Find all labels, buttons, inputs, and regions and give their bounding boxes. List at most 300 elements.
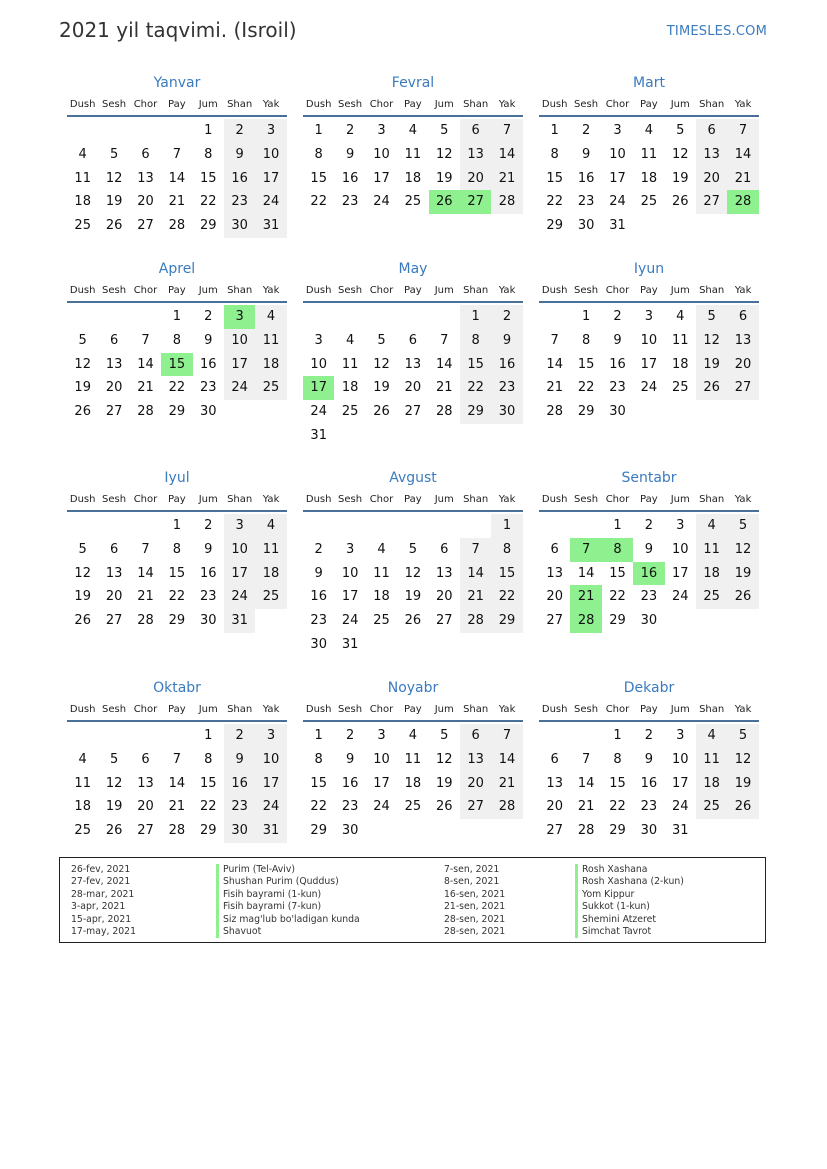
day-cell: 5: [408, 541, 417, 557]
day-cell: 13: [460, 143, 491, 167]
day-cell: 2: [204, 309, 213, 324]
weekday-label: Dush: [69, 703, 96, 715]
day-cell: 4: [377, 541, 386, 557]
day-cell: 25: [255, 585, 286, 609]
day-cell: 28: [491, 190, 522, 214]
day-cell: 26: [435, 799, 453, 815]
empty-cell: [303, 514, 334, 538]
day-cell: 20: [137, 194, 154, 210]
month-may: [303, 259, 523, 448]
day-cell: 19: [74, 380, 91, 396]
day-cell: 24: [224, 376, 255, 400]
days-grid: [67, 724, 287, 843]
day-cell: 6: [460, 119, 491, 143]
day-cell: 13: [696, 143, 727, 167]
day-cell: 30: [224, 214, 255, 238]
day-cell: 25: [74, 218, 91, 234]
weekday-header: [303, 698, 523, 722]
day-cell: 6: [550, 541, 559, 557]
day-cell: 3: [314, 332, 323, 348]
holiday-name: Sukkot (1-kun): [582, 901, 650, 913]
day-cell: 4: [255, 305, 286, 329]
empty-cell: [429, 305, 460, 329]
day-cell: 20: [696, 167, 727, 191]
day-cell: 28: [137, 404, 154, 420]
day-cell: 6: [141, 146, 150, 162]
day-cell: 23: [341, 799, 359, 815]
day-cell: 20: [435, 589, 453, 605]
empty-cell: [161, 724, 192, 748]
weekday-label: Jum: [434, 98, 454, 110]
weekday-label: Dush: [541, 98, 568, 110]
days-grid: [303, 119, 523, 214]
day-cell: 26: [74, 404, 91, 420]
weekday-header: [539, 279, 759, 303]
day-cell: 21: [491, 167, 522, 191]
weekday-label: Yak: [498, 98, 516, 110]
day-cell: 14: [577, 565, 595, 581]
day-cell: 2: [345, 123, 355, 138]
day-cell: 10: [671, 541, 689, 557]
day-cell: 4: [78, 751, 87, 767]
day-cell: 11: [255, 329, 286, 353]
weekday-label: Jum: [434, 493, 454, 505]
weekday-label: Yak: [734, 703, 752, 715]
day-cell: 1: [491, 514, 522, 538]
day-cell: 21: [168, 799, 186, 815]
day-cell: 20: [105, 380, 123, 396]
day-cell: 14: [168, 170, 186, 186]
day-cell: 23: [577, 194, 595, 210]
weekday-header: [539, 488, 759, 512]
day-cell: 8: [172, 332, 181, 348]
day-cell: 31: [224, 609, 255, 633]
day-cell: 31: [341, 636, 359, 652]
empty-cell: [67, 305, 98, 329]
day-cell: 12: [105, 170, 123, 186]
month-title: Iyul: [164, 470, 190, 486]
day-cell: 28: [491, 795, 522, 819]
day-cell: 30: [640, 823, 658, 839]
day-cell: 10: [224, 329, 255, 353]
month-title: May: [398, 261, 428, 277]
day-cell: 27: [546, 823, 563, 839]
month-aprel: [67, 259, 287, 424]
day-cell: 24: [609, 194, 626, 210]
day-cell: 21: [491, 772, 522, 796]
holiday-date: 28-sen, 2021: [444, 926, 506, 938]
day-cell: 13: [105, 565, 123, 581]
weekday-label: Pay: [168, 703, 186, 715]
day-cell: 14: [137, 565, 154, 581]
day-cell: 26: [404, 613, 422, 629]
day-cell: 1: [314, 123, 323, 138]
day-cell: 8: [491, 538, 522, 562]
day-cell: 14: [491, 143, 522, 167]
weekday-label: Jum: [434, 703, 454, 715]
month-title: Yanvar: [153, 75, 201, 91]
day-cell: 5: [440, 728, 449, 743]
day-cell: 28: [577, 823, 595, 839]
month-dekabr: [539, 678, 759, 843]
weekday-label: Chor: [133, 284, 158, 296]
weekday-label: Jum: [198, 284, 218, 296]
day-cell: 24: [640, 380, 658, 396]
day-cell: 21: [137, 589, 154, 605]
day-cell: 22: [310, 799, 327, 815]
day-cell: 14: [460, 562, 491, 586]
day-cell: 13: [546, 775, 563, 791]
day-cell: 13: [460, 748, 491, 772]
day-cell: 7: [491, 119, 522, 143]
day-cell: 25: [696, 795, 727, 819]
weekday-label: Jum: [670, 493, 690, 505]
weekday-label: Shan: [227, 703, 253, 715]
day-cell: 7: [570, 538, 601, 562]
day-cell: 3: [224, 305, 255, 329]
empty-cell: [539, 305, 570, 329]
day-cell: 22: [546, 194, 563, 210]
month-avgust: [303, 468, 523, 657]
empty-cell: [130, 305, 161, 329]
day-cell: 4: [644, 123, 653, 138]
day-cell: 26: [105, 218, 123, 234]
day-cell: 25: [373, 613, 390, 629]
day-cell: 15: [609, 775, 626, 791]
empty-cell: [98, 724, 129, 748]
day-cell: 27: [105, 613, 123, 629]
weekday-label: Chor: [605, 493, 630, 505]
day-cell: 11: [404, 751, 422, 767]
day-cell: 19: [435, 170, 453, 186]
day-cell: 31: [310, 427, 327, 443]
day-cell: 10: [609, 146, 626, 162]
weekday-label: Chor: [133, 98, 158, 110]
day-cell: 1: [613, 728, 622, 743]
empty-cell: [539, 724, 570, 748]
day-cell: 30: [609, 404, 626, 420]
days-grid: [67, 305, 287, 424]
day-cell: 18: [696, 562, 727, 586]
day-cell: 8: [204, 751, 213, 767]
day-cell: 29: [577, 404, 595, 420]
day-cell: 25: [404, 799, 422, 815]
weekday-label: Dush: [305, 703, 332, 715]
holiday-date: 7-sen, 2021: [444, 864, 500, 875]
day-cell: 12: [74, 356, 91, 372]
day-cell: 28: [727, 190, 758, 214]
site-link[interactable]: TIMESLES.COM: [666, 24, 767, 39]
day-cell: 22: [491, 585, 522, 609]
weekday-label: Pay: [168, 284, 186, 296]
weekday-label: Pay: [640, 703, 658, 715]
day-cell: 11: [404, 146, 422, 162]
day-cell: 12: [696, 329, 727, 353]
days-grid: [303, 724, 523, 843]
weekday-label: Sesh: [102, 284, 127, 296]
holiday-name: Purim (Tel-Aviv): [223, 864, 295, 875]
weekday-label: Chor: [369, 703, 394, 715]
empty-cell: [67, 514, 98, 538]
day-cell: 1: [460, 305, 491, 329]
month-iyul: [67, 468, 287, 633]
day-cell: 18: [74, 194, 91, 210]
day-cell: 24: [224, 585, 255, 609]
holidays-legend: [59, 857, 766, 943]
day-cell: 27: [105, 404, 123, 420]
day-cell: 27: [696, 190, 727, 214]
day-cell: 8: [314, 146, 323, 162]
day-cell: 1: [550, 123, 559, 138]
day-cell: 19: [727, 772, 758, 796]
day-cell: 1: [204, 123, 213, 138]
day-cell: 15: [310, 775, 327, 791]
day-cell: 22: [609, 799, 626, 815]
day-cell: 29: [460, 400, 491, 424]
day-cell: 7: [460, 538, 491, 562]
empty-cell: [98, 119, 129, 143]
day-cell: 10: [373, 751, 390, 767]
weekday-label: Dush: [69, 493, 96, 505]
month-title: Fevral: [391, 75, 435, 91]
day-cell: 12: [727, 538, 758, 562]
day-cell: 6: [696, 119, 727, 143]
day-cell: 25: [74, 823, 91, 839]
day-cell: 19: [74, 589, 91, 605]
day-cell: 15: [161, 353, 192, 377]
day-cell: 23: [640, 799, 658, 815]
day-cell: 26: [74, 613, 91, 629]
day-cell: 8: [460, 329, 491, 353]
holidays-left-names: [216, 864, 433, 938]
day-cell: 20: [460, 772, 491, 796]
holiday-name: Simchat Tavrot: [582, 926, 652, 938]
day-cell: 11: [671, 332, 689, 348]
day-cell: 8: [204, 146, 213, 162]
day-cell: 11: [74, 170, 91, 186]
month-oktabr: [67, 678, 287, 843]
weekday-label: Pay: [404, 703, 422, 715]
day-cell: 19: [671, 170, 689, 186]
day-cell: 24: [671, 799, 689, 815]
day-cell: 17: [255, 167, 286, 191]
weekday-label: Shan: [699, 703, 725, 715]
day-cell: 1: [314, 728, 323, 743]
weekday-header: [67, 488, 287, 512]
day-cell: 4: [696, 724, 727, 748]
day-cell: 8: [172, 541, 181, 557]
day-cell: 10: [255, 143, 286, 167]
day-cell: 8: [550, 146, 559, 162]
holidays-right-dates: [444, 864, 584, 938]
day-cell: 28: [435, 404, 453, 420]
day-cell: 30: [199, 404, 217, 420]
holiday-date: 21-sen, 2021: [444, 901, 506, 913]
weekday-label: Yak: [262, 284, 280, 296]
holidays-right-names: [575, 864, 792, 938]
day-cell: 11: [696, 748, 727, 772]
day-cell: 3: [255, 724, 286, 748]
day-cell: 29: [609, 613, 626, 629]
day-cell: 27: [404, 404, 422, 420]
day-cell: 23: [310, 613, 327, 629]
day-cell: 24: [373, 799, 390, 815]
day-cell: 26: [429, 190, 460, 214]
weekday-label: Chor: [369, 98, 394, 110]
day-cell: 24: [255, 190, 286, 214]
weekday-label: Pay: [168, 98, 186, 110]
month-fevral: [303, 73, 523, 214]
empty-cell: [429, 514, 460, 538]
day-cell: 21: [460, 585, 491, 609]
day-cell: 14: [727, 143, 758, 167]
empty-cell: [334, 514, 365, 538]
day-cell: 21: [168, 194, 186, 210]
day-cell: 31: [255, 214, 286, 238]
day-cell: 5: [109, 146, 119, 162]
day-cell: 27: [546, 613, 563, 629]
day-cell: 9: [204, 541, 213, 557]
day-cell: 7: [141, 332, 150, 348]
day-cell: 5: [78, 541, 87, 557]
day-cell: 26: [727, 585, 758, 609]
day-cell: 22: [609, 589, 626, 605]
day-cell: 17: [373, 170, 390, 186]
month-title: Mart: [633, 75, 665, 91]
day-cell: 12: [435, 751, 453, 767]
day-cell: 16: [491, 353, 522, 377]
weekday-label: Shan: [463, 284, 489, 296]
day-cell: 10: [373, 146, 390, 162]
holiday-name: Siz mag'lub bo'ladigan kunda: [223, 913, 360, 925]
day-cell: 21: [435, 380, 453, 396]
day-cell: 9: [644, 751, 653, 767]
holiday-name: Rosh Xashana: [582, 864, 648, 875]
day-cell: 28: [460, 609, 491, 633]
month-title: Sentabr: [621, 470, 677, 486]
day-cell: 10: [224, 538, 255, 562]
weekday-label: Dush: [69, 284, 96, 296]
day-cell: 17: [640, 356, 658, 372]
month-title: Aprel: [158, 261, 196, 277]
day-cell: 4: [345, 332, 355, 348]
day-cell: 5: [676, 123, 685, 138]
day-cell: 10: [341, 565, 359, 581]
day-cell: 23: [224, 795, 255, 819]
holiday-name: Fisih bayrami (1-kun): [223, 888, 322, 900]
day-cell: 30: [310, 636, 327, 652]
weekday-label: Yak: [498, 703, 516, 715]
day-cell: 26: [727, 795, 758, 819]
day-cell: 7: [440, 332, 449, 348]
day-cell: 7: [491, 724, 522, 748]
day-cell: 16: [640, 775, 658, 791]
day-cell: 29: [199, 218, 217, 234]
weekday-label: Dush: [305, 493, 332, 505]
day-cell: 26: [671, 194, 689, 210]
weekday-label: Dush: [305, 98, 332, 110]
weekday-label: Pay: [404, 284, 422, 296]
day-cell: 22: [199, 799, 217, 815]
weekday-label: Jum: [198, 98, 218, 110]
holiday-date: 15-apr, 2021: [71, 913, 132, 925]
weekday-header: [539, 698, 759, 722]
days-grid: [67, 514, 287, 633]
weekday-label: Sesh: [338, 703, 363, 715]
day-cell: 26: [696, 376, 727, 400]
holiday-name: Fisih bayrami (7-kun): [223, 901, 322, 913]
day-cell: 4: [408, 728, 417, 743]
day-cell: 22: [460, 376, 491, 400]
day-cell: 2: [204, 518, 213, 533]
holiday-date: 28-mar, 2021: [71, 888, 135, 900]
day-cell: 29: [491, 609, 522, 633]
day-cell: 18: [255, 353, 286, 377]
day-cell: 27: [460, 795, 491, 819]
empty-cell: [161, 119, 192, 143]
day-cell: 23: [199, 380, 217, 396]
month-title: Avgust: [389, 470, 437, 486]
weekday-label: Dush: [305, 284, 332, 296]
day-cell: 1: [172, 309, 181, 324]
day-cell: 12: [74, 565, 91, 581]
weekday-label: Shan: [227, 493, 253, 505]
day-cell: 12: [727, 748, 758, 772]
day-cell: 15: [546, 170, 563, 186]
month-noyabr: [303, 678, 523, 843]
day-cell: 21: [577, 799, 595, 815]
day-cell: 5: [727, 724, 758, 748]
day-cell: 14: [546, 356, 563, 372]
day-cell: 29: [609, 823, 626, 839]
day-cell: 30: [640, 613, 658, 629]
day-cell: 21: [727, 167, 758, 191]
day-cell: 1: [581, 309, 591, 324]
day-cell: 13: [137, 775, 154, 791]
day-cell: 15: [609, 565, 626, 581]
empty-cell: [366, 514, 397, 538]
holiday-name: Rosh Xashana (2-kun): [582, 876, 684, 888]
day-cell: 15: [199, 170, 217, 186]
day-cell: 19: [105, 194, 123, 210]
day-cell: 22: [310, 194, 327, 210]
weekday-label: Dush: [69, 98, 96, 110]
month-title: Noyabr: [387, 680, 439, 696]
weekday-label: Shan: [463, 703, 489, 715]
empty-cell: [334, 305, 365, 329]
day-cell: 24: [255, 795, 286, 819]
weekday-header: [67, 698, 287, 722]
day-cell: 2: [224, 119, 255, 143]
weekday-label: Chor: [133, 703, 158, 715]
day-cell: 29: [310, 823, 327, 839]
holiday-date: 8-sen, 2021: [444, 876, 500, 888]
day-cell: 9: [491, 329, 522, 353]
weekday-label: Yak: [734, 98, 752, 110]
weekday-label: Pay: [168, 493, 186, 505]
day-cell: 29: [168, 613, 186, 629]
day-cell: 26: [373, 404, 390, 420]
day-cell: 27: [460, 190, 491, 214]
holiday-date: 17-may, 2021: [71, 926, 137, 938]
day-cell: 3: [377, 728, 386, 743]
day-cell: 9: [581, 146, 591, 162]
day-cell: 9: [345, 146, 355, 162]
day-cell: 16: [577, 170, 595, 186]
day-cell: 3: [644, 309, 653, 324]
day-cell: 28: [570, 609, 601, 633]
empty-cell: [397, 514, 428, 538]
